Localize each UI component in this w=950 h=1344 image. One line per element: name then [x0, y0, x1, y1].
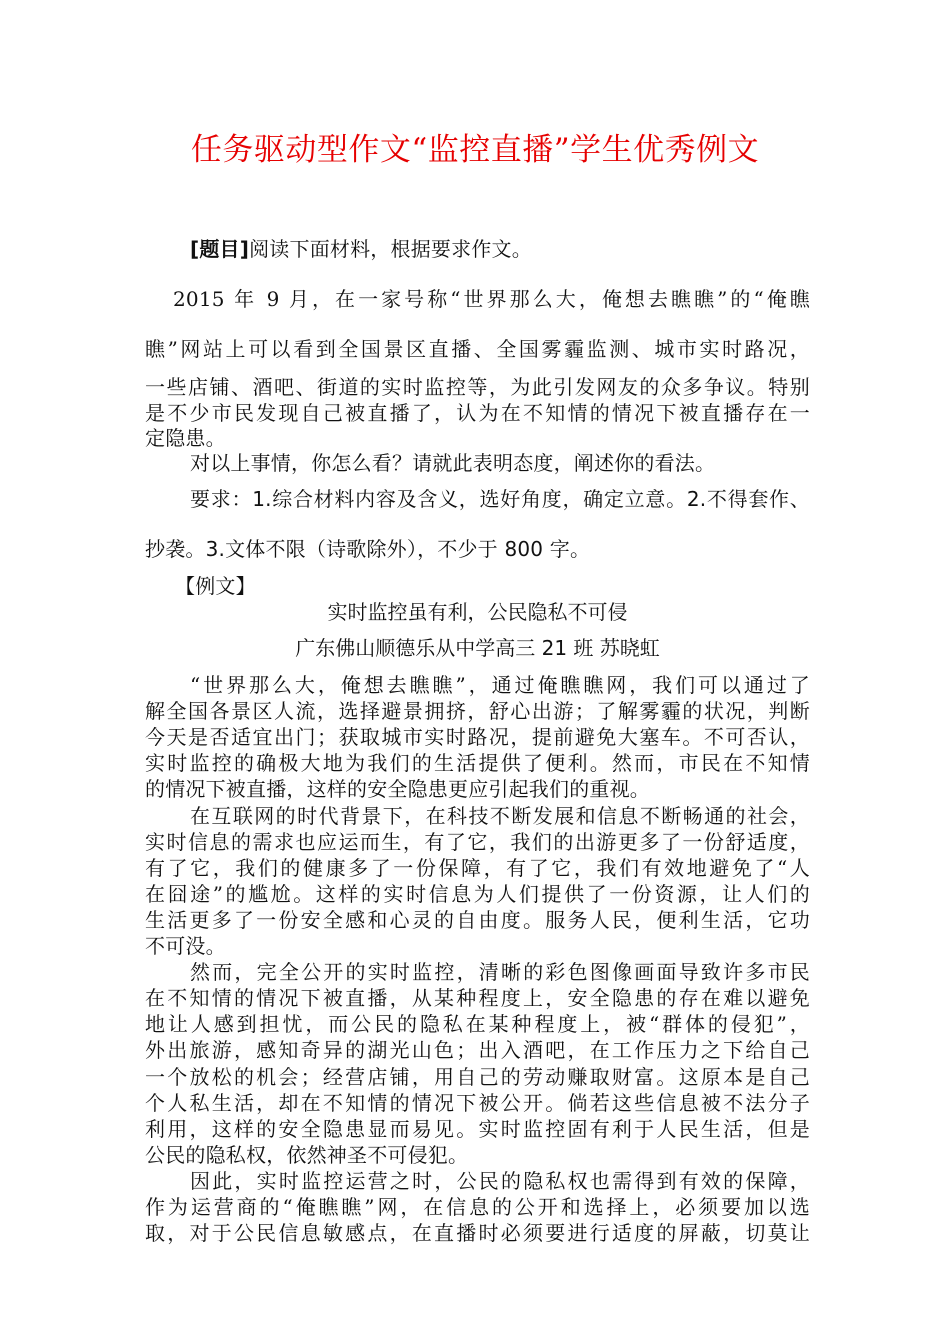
essay-line: 公民的隐私权，依然神圣不可侵犯。 — [145, 1142, 469, 1167]
essay-line: 有了它，我们的健康多了一份保障，有了它，我们有效地避免了“人 — [145, 855, 810, 880]
essay-line: 利用，这样的安全隐患显而易见。实时监控固有利于人民生活，但是 — [145, 1116, 810, 1141]
essay-line: 因此，实时监控运营之时，公民的隐私权也需得到有效的保障， — [190, 1168, 810, 1193]
essay-line: “世界那么大，俺想去瞧瞧”，通过俺瞧瞧网，我们可以通过了 — [190, 673, 810, 697]
essay-line: 一个放松的机会；经营店铺，用自己的劳动赚取财富。这原本是自己 — [145, 1064, 810, 1089]
material-line-5: 定隐患。 — [145, 426, 226, 450]
essay-line: 取，对于公民信息敏感点，在直播时必须要进行适度的屏蔽，切莫让 — [145, 1221, 810, 1246]
prompt-intro: 阅读下面材料，根据要求作文。 — [249, 237, 532, 261]
essay-line: 实时信息的需求也应运而生，有了它，我们的出游更多了一份舒适度， — [145, 829, 810, 854]
material-line-3: 一些店铺、酒吧、街道的实时监控等，为此引发网友的众多争议。特别 — [145, 375, 810, 399]
essay-line: 今天是否适宜出门；获取城市实时路况，提前避免大塞车。不可否认， — [145, 725, 810, 750]
requirements-line-1: 要求：1.综合材料内容及含义，选好角度，确定立意。2.不得套作、 — [190, 487, 810, 511]
prompt-line — [190, 236, 810, 262]
prompt-question: 对以上事情，你怎么看？请就此表明态度，阐述你的看法。 — [190, 451, 716, 475]
essay-label: 【例文】 — [175, 574, 256, 598]
essay-heading: 实时监控虽有利，公民隐私不可侵 — [327, 600, 628, 624]
essay-author: 广东佛山顺德乐从中学高三 21 班 苏晓虹 — [295, 636, 660, 660]
material-line-4: 是不少市民发现自己被直播了，认为在不知情的情况下被直播存在一 — [145, 401, 810, 425]
essay-line: 在囧途”的尴尬。这样的实时信息为人们提供了一份资源，让人们的 — [145, 881, 810, 906]
essay-line: 然而，完全公开的实时监控，清晰的彩色图像画面导致许多市民 — [190, 960, 810, 985]
essay-line: 解全国各景区人流，选择避景拥挤，舒心出游；了解雾霾的状况，判断 — [145, 699, 810, 724]
requirements-line-2: 抄袭。3.文体不限（诗歌除外），不少于 800 字。 — [145, 537, 591, 561]
essay-line: 实时监控的确极大地为我们的生活提供了便利。然而，市民在不知情 — [145, 751, 810, 776]
material-line-2: 瞧”网站上可以看到全国景区直播、全国雾霾监测、城市实时路况， — [145, 337, 810, 361]
essay-line: 个人私生活，却在不知情的情况下被公开。倘若这些信息被不法分子 — [145, 1090, 810, 1115]
essay-line: 不可没。 — [145, 934, 226, 958]
essay-line: 的情况下被直播，这样的安全隐患更应引起我们的重视。 — [145, 777, 650, 802]
document-title: 任务驱动型作文“监控直播”学生优秀例文 — [190, 132, 760, 168]
prompt-label: [题目] — [190, 237, 250, 261]
essay-line: 在互联网的时代背景下，在科技不断发展和信息不断畅通的社会， — [190, 803, 810, 828]
material-line-1: 2015 年 9 月，在一家号称“世界那么大，俺想去瞧瞧”的“俺瞧 — [173, 287, 810, 311]
essay-line: 地让人感到担忧，而公民的隐私在某种程度上，被“群体的侵犯”， — [145, 1012, 810, 1037]
essay-line: 作为运营商的“俺瞧瞧”网，在信息的公开和选择上，必须要加以选 — [145, 1195, 810, 1219]
essay-line: 生活更多了一份安全感和心灵的自由度。服务人民，便利生活，它功 — [145, 907, 810, 932]
essay-line: 在不知情的情况下被直播，从某种程度上，安全隐患的存在难以避免 — [145, 986, 810, 1011]
essay-line: 外出旅游，感知奇异的湖光山色；出入酒吧，在工作压力之下给自己 — [145, 1038, 810, 1063]
